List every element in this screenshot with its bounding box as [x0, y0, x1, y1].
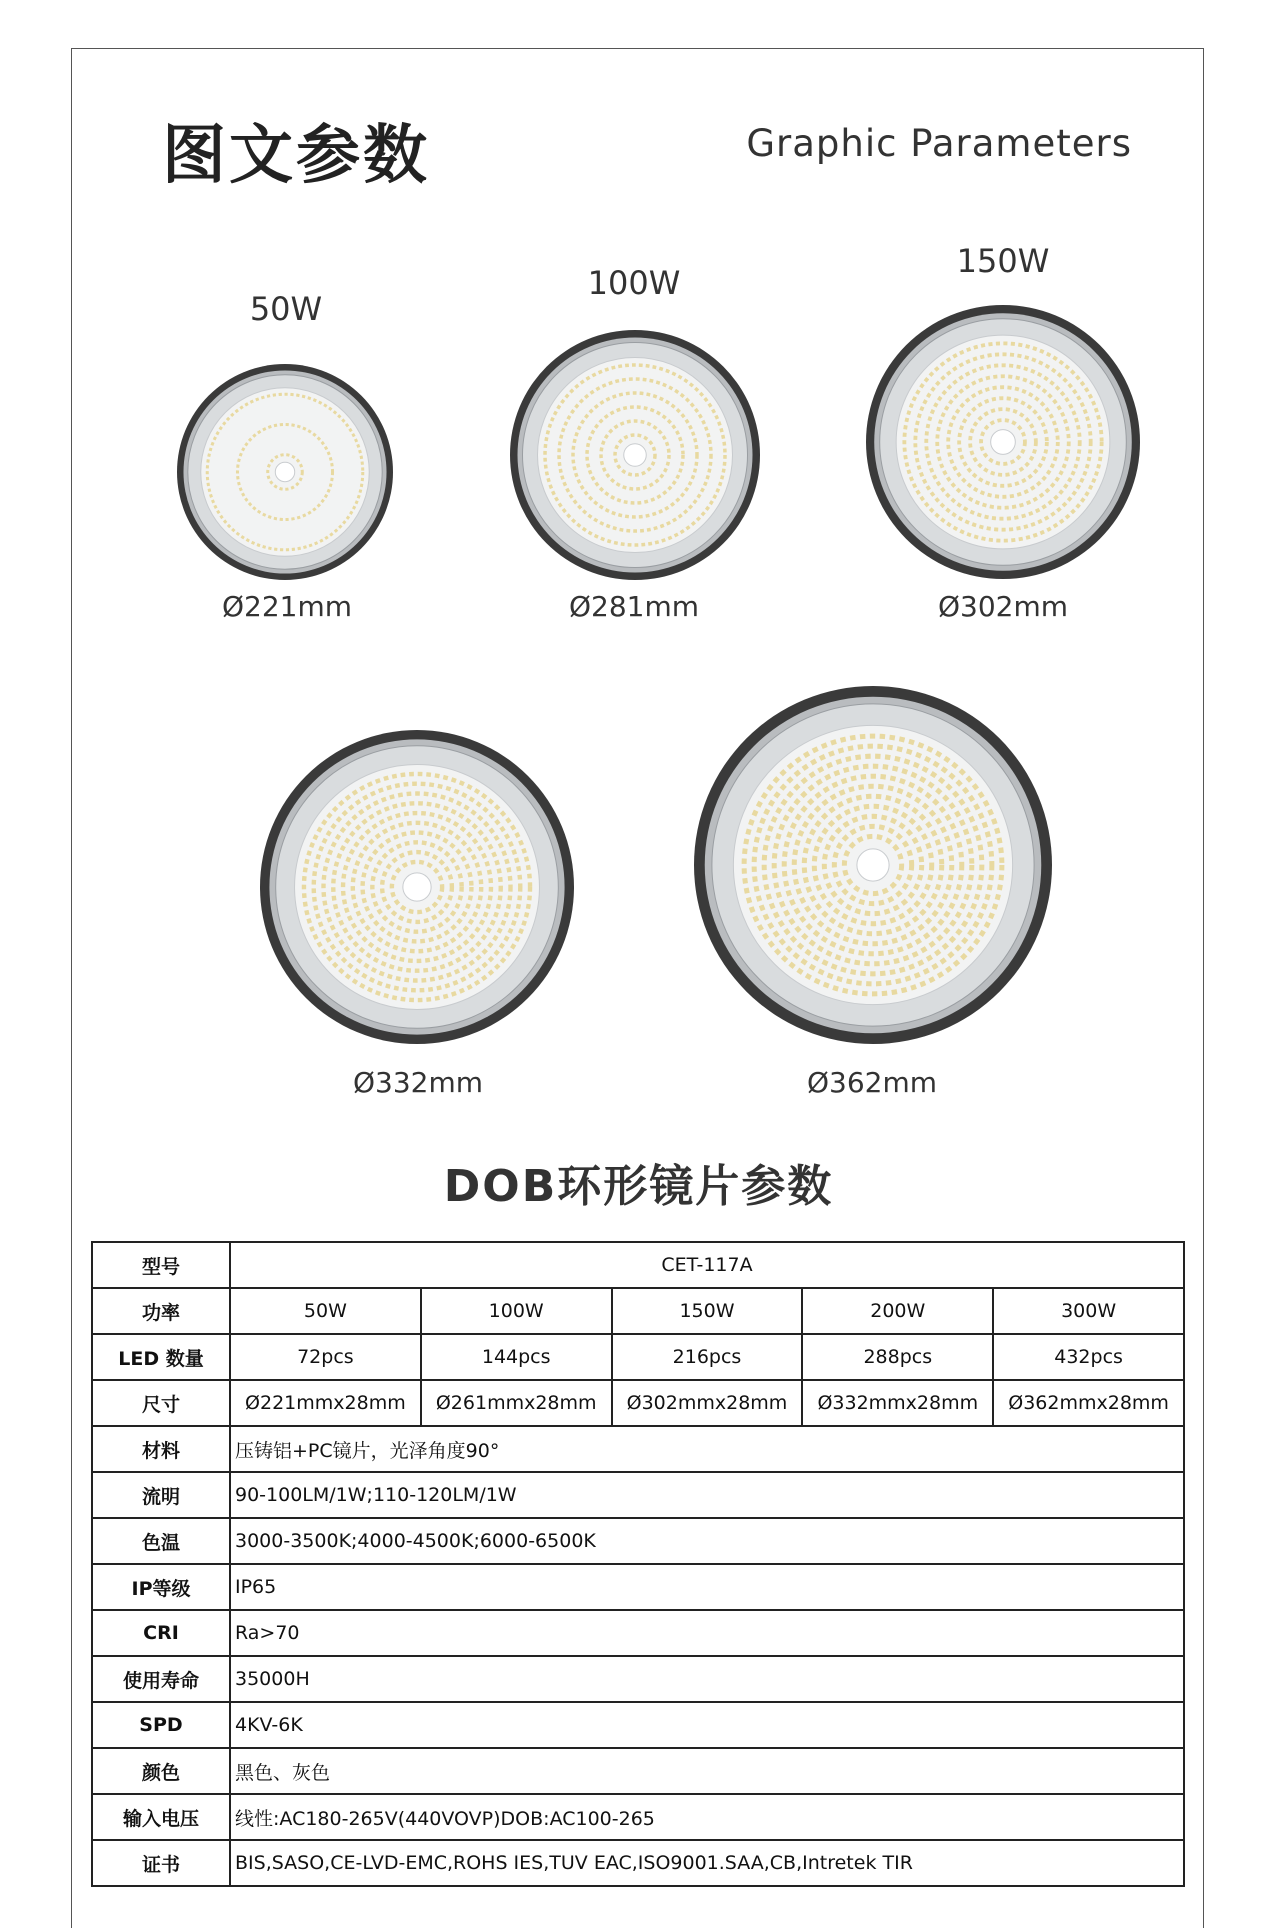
- row-label: 证书: [92, 1840, 230, 1886]
- row-value: 3000-3500K;4000-4500K;6000-6500K: [230, 1518, 1184, 1564]
- lamp-center-cap: [275, 462, 294, 481]
- led-cell: 144pcs: [421, 1334, 612, 1380]
- row-value: 4KV-6K: [230, 1702, 1184, 1748]
- lamp-150w-image: [864, 302, 1142, 582]
- size-cell: Ø221mmx28mm: [230, 1380, 421, 1426]
- lamp-200w-diameter: Ø332mm: [352, 1066, 484, 1099]
- lamp-200w-image: [258, 728, 576, 1046]
- table-row: [92, 1794, 1184, 1840]
- lamp-100w-wattage: 100W: [587, 264, 681, 302]
- page-title: 图文参数: [162, 119, 430, 193]
- row-label: 材料: [92, 1426, 230, 1472]
- row-label: 流明: [92, 1472, 230, 1518]
- lamp-center-cap: [403, 873, 431, 901]
- table-row-model: [92, 1242, 1184, 1288]
- spec-table: [91, 1241, 1185, 1887]
- table-row: [92, 1840, 1184, 1886]
- table-row-size: [92, 1380, 1184, 1426]
- row-label: 功率: [92, 1288, 230, 1334]
- lamp-center-cap: [857, 849, 889, 881]
- row-label: LED 数量: [92, 1334, 230, 1380]
- lamp-50w-image: [165, 362, 405, 582]
- led-cell: 216pcs: [612, 1334, 803, 1380]
- lamp-300w-diameter: Ø362mm: [806, 1066, 938, 1099]
- size-cell: Ø302mmx28mm: [612, 1380, 803, 1426]
- row-value: BIS,SASO,CE-LVD-EMC,ROHS IES,TUV EAC,ISO9001.SAA,CB,Intretek TIR: [230, 1840, 1184, 1886]
- table-row-led: [92, 1334, 1184, 1380]
- lamp-300w-image: [692, 684, 1054, 1046]
- lamp-center-cap: [991, 430, 1016, 455]
- led-cell: 72pcs: [230, 1334, 421, 1380]
- row-value: 压铸铝+PC镜片，光泽角度90°: [230, 1426, 1184, 1472]
- table-row: [92, 1472, 1184, 1518]
- power-cell: 50W: [230, 1288, 421, 1334]
- lamp-50w-diameter: Ø221mm: [221, 590, 353, 623]
- row-label: 型号: [92, 1242, 230, 1288]
- row-label: SPD: [92, 1702, 230, 1748]
- power-cell: 300W: [993, 1288, 1184, 1334]
- size-cell: Ø362mmx28mm: [993, 1380, 1184, 1426]
- led-cell: 288pcs: [802, 1334, 993, 1380]
- section-title: DOB环形镜片参数: [443, 1161, 834, 1212]
- row-label: 输入电压: [92, 1794, 230, 1840]
- page-subtitle: Graphic Parameters: [746, 122, 1132, 165]
- table-row: [92, 1610, 1184, 1656]
- row-value: 35000H: [230, 1656, 1184, 1702]
- table-row: [92, 1702, 1184, 1748]
- lamp-center-cap: [624, 444, 647, 467]
- row-value: 线性:AC180-265V(440VOVP)DOB:AC100-265: [230, 1794, 1184, 1840]
- row-label: 色温: [92, 1518, 230, 1564]
- size-cell: Ø261mmx28mm: [421, 1380, 612, 1426]
- row-label: 颜色: [92, 1748, 230, 1794]
- row-value: 黑色、灰色: [230, 1748, 1184, 1794]
- table-row: [92, 1518, 1184, 1564]
- lamp-100w-diameter: Ø281mm: [568, 590, 700, 623]
- power-cell: 100W: [421, 1288, 612, 1334]
- row-label: 尺寸: [92, 1380, 230, 1426]
- table-row: [92, 1426, 1184, 1472]
- lamp-150w-diameter: Ø302mm: [937, 590, 1069, 623]
- row-value: IP65: [230, 1564, 1184, 1610]
- lamp-100w-image: [508, 328, 762, 582]
- power-cell: 200W: [802, 1288, 993, 1334]
- lamp-150w-wattage: 150W: [956, 242, 1050, 280]
- row-value: 90-100LM/1W;110-120LM/1W: [230, 1472, 1184, 1518]
- model-value: CET-117A: [230, 1242, 1184, 1288]
- size-cell: Ø332mmx28mm: [802, 1380, 993, 1426]
- row-label: IP等级: [92, 1564, 230, 1610]
- table-row: [92, 1656, 1184, 1702]
- table-row-power: [92, 1288, 1184, 1334]
- lamp-50w-wattage: 50W: [249, 290, 323, 328]
- table-row: [92, 1748, 1184, 1794]
- row-value: Ra>70: [230, 1610, 1184, 1656]
- row-label: 使用寿命: [92, 1656, 230, 1702]
- power-cell: 150W: [612, 1288, 803, 1334]
- table-row: [92, 1564, 1184, 1610]
- led-cell: 432pcs: [993, 1334, 1184, 1380]
- row-label: CRI: [92, 1610, 230, 1656]
